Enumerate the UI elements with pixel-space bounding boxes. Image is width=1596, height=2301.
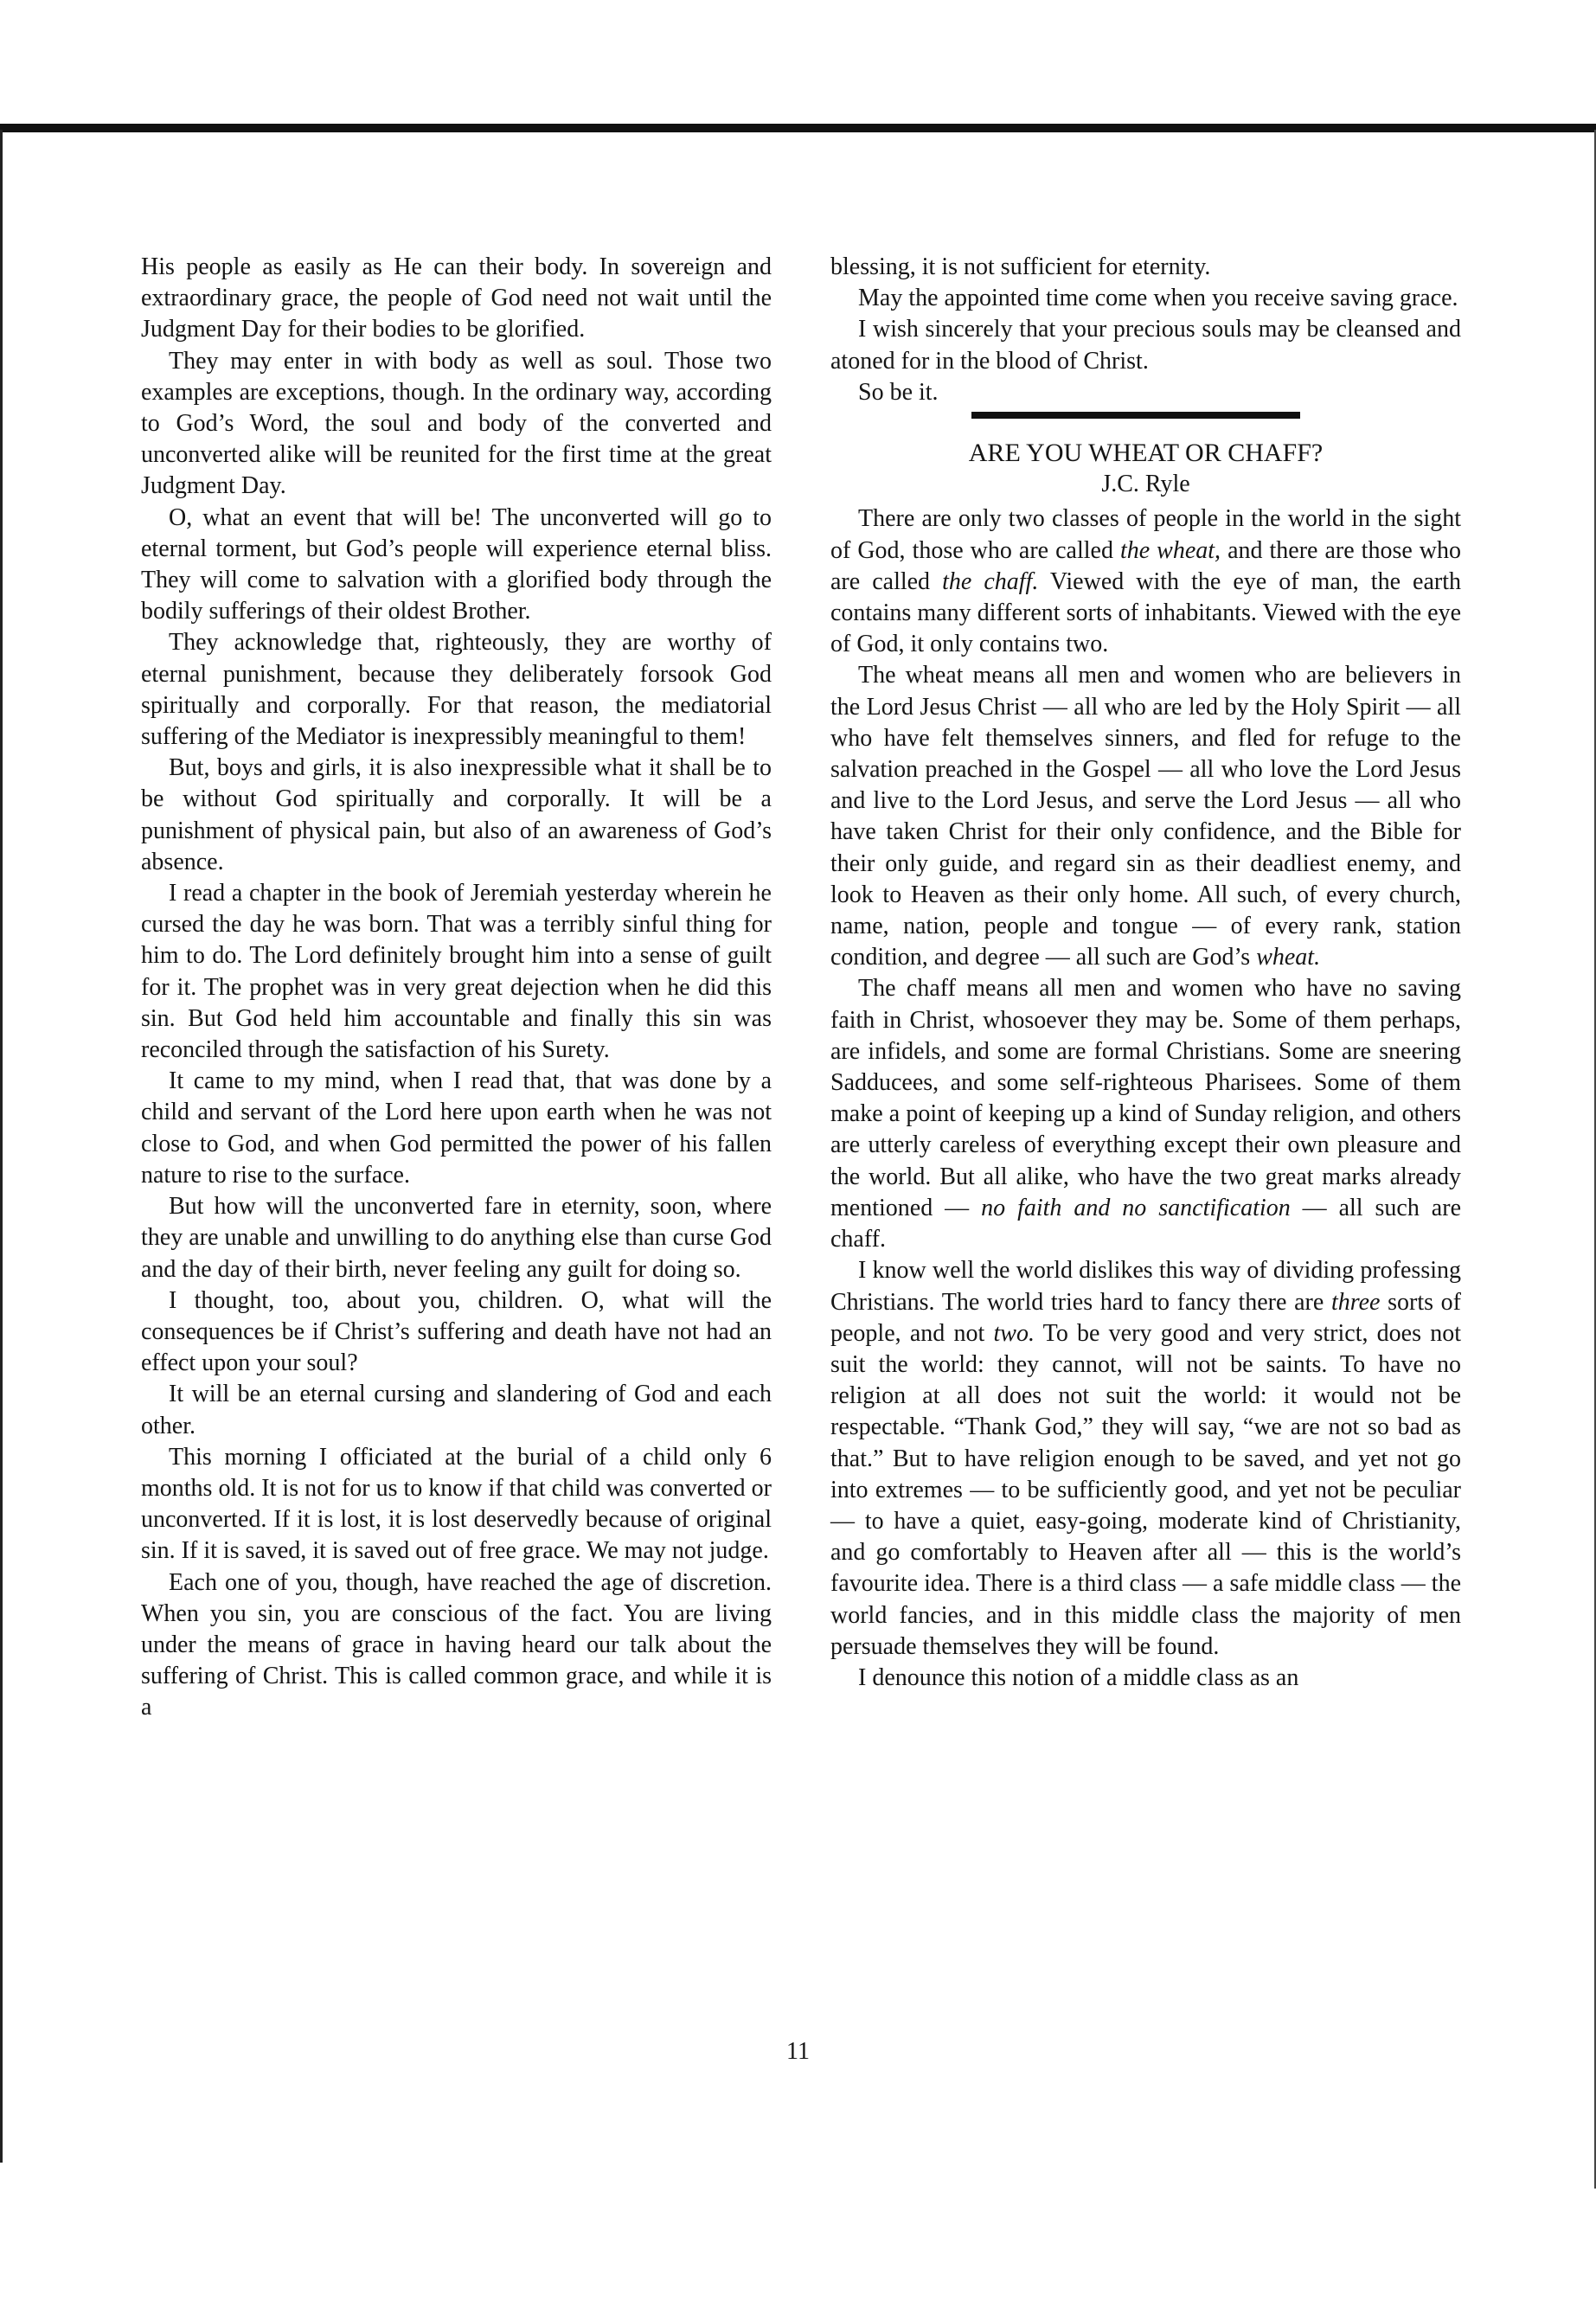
paragraph	[830, 973, 1461, 1255]
right-column	[830, 252, 1461, 1694]
text-run: There are only two classes of people in the world in the sight of God, those who are called	[830, 505, 1461, 564]
page-number: 11	[786, 2038, 810, 2065]
paragraph: I denounce this notion of a middle class as an	[858, 1663, 1299, 1691]
paragraph: It came to my mind, when I read that, that was done by a child and servant of the Lord here upon earth when he was not close to God, and when God permitted the power of his fallen nature to rise to the surface.	[141, 1067, 772, 1189]
article-title: ARE YOU WHEAT OR CHAFF?	[968, 439, 1324, 468]
paragraph: But how will the unconverted fare in eternity, soon, where they are unable and unwilling to do anything else than curse God and the day of their birth, never feeling any guilt for doing so.	[141, 1193, 772, 1283]
emphasis: no faith and no sanctification	[981, 1194, 1291, 1221]
paragraph: I read a chapter in the book of Jeremiah yesterday wherein he cursed the day he was born. That was a terribly sinful thing for him to do. The Lord definitely brought him into a sense of guilt for it. The prophet was in very great dejection when he did this sin. But God held him accountable and finally this sin was reconciled through the satisfaction of his Surety.	[141, 880, 772, 1064]
top-border-line	[0, 124, 1596, 132]
text-run: Viewed with the eye of man, the earth contains many different sorts of inhabitants. Viewed with the eye of God, it only contains two.	[830, 567, 1461, 658]
section-divider-rule	[971, 412, 1300, 419]
paragraph: They may enter in with body as well as soul. Those two examples are exceptions, though. In the ordinary way, according to God’s Word, the soul and body of the converted and unconverted alike will be reunited for the first time at the great Judgment Day.	[141, 347, 772, 500]
left-column	[141, 252, 772, 1724]
text-run: To be very good and very strict, does not suit the world: they cannot, will not be saints. To have no religion at all does not suit the world: it would not be respectable. “Thank God,” they will say, “we are not so bad as that.” But to have religion enough to be saved, and yet not go into extremes — to be sufficiently good, and yet not be peculiar — to have a quiet, easy-going, moderate kind of Christianity, and go comfortably to Heaven after all — this is the world’s favourite idea. There is a third class — a safe middle class — the world fancies, and in this middle class the majority of men persuade themselves they will be found.	[830, 1319, 1462, 1660]
paragraph: I wish sincerely that your precious souls may be cleansed and atoned for in the blood of Christ.	[830, 316, 1461, 375]
paragraph: O, what an event that will be! The unconverted will go to eternal torment, but God’s people will experience eternal bliss. They will come to salvation with a glorified body through the bodily sufferings of their oldest Brother.	[141, 503, 772, 625]
text-run: and there are those who are called	[830, 536, 1462, 595]
emphasis: two.	[993, 1319, 1035, 1347]
text-run: The wheat means all men and women who are believers in the Lord Jesus Christ — all who are led by the Holy Spirit — all who have felt themselves sinners, and fled for refuge to the salvation preached in the Gospel — all who love the Lord Jesus and live to the Lord Jesus, and serve the Lord Jesus — all who have taken Christ for their only confidence, and the Bible for their only guide, and regard sin as their deadliest enemy, and look to Heaven as their only home. All such, of every church, name, nation, people and tongue — of every rank, station condition, and degree — all such are God’s	[830, 662, 1461, 971]
paragraph: May the appointed time come when you receive saving grace.	[858, 285, 1458, 312]
text-run: The chaff means all men and women who have no saving faith in Christ, whosoever they may be. Some of them perhaps, are infidels, and some are formal Christians. Some are sneering Sadducees, and some self-righteous Pharisees. Some of them make a point of keeping up a kind of Sunday religion, and others are utterly careless of everything except their own pleasure and the world. But all alike, who have the two great marks already mentioned —	[830, 975, 1461, 1221]
left-edge-line	[0, 130, 3, 2163]
paragraph: His people as easily as He can their body. In sovereign and extraordinary grace, the people of God need not wait until the Judgment Day for their bodies to be glorified.	[141, 253, 772, 343]
paragraph: It will be an eternal cursing and slandering of God and each other.	[141, 1381, 772, 1439]
paragraph: They acknowledge that, righteously, they are worthy of eternal punishment, because they deliberately forsook God spiritually and corporally. For that reason, the mediatorial suffering of the Mediator is inexpressibly meaningful to them!	[141, 629, 772, 751]
text-run: sorts of people, and not	[830, 1288, 1461, 1347]
emphasis: three	[1330, 1288, 1381, 1316]
emphasis: wheat.	[1256, 944, 1321, 971]
paragraph	[830, 1255, 1461, 1663]
paragraph: Each one of you, though, have reached the age of discretion. When you sin, you are conscious of the fact. You are living under the means of grace in having heard our talk about the suffering of Christ. This is called common grace, and while it is a	[141, 1568, 772, 1721]
article-author: J.C. Ryle	[1101, 471, 1190, 498]
paragraph: I thought, too, about you, children. O, what will the consequences be if Christ’s suffering and death have not had an effect upon your soul?	[141, 1286, 772, 1377]
paragraph: So be it.	[858, 378, 939, 406]
paragraph: This morning I officiated at the burial of a child only 6 months old. It is not for us to know if that child was converted or unconverted. If it is lost, it is lost deservedly because of original sin. If it is saved, it is saved out of free grace. We may not judge.	[141, 1443, 772, 1565]
paragraph: But, boys and girls, it is also inexpressible what it shall be to be without God spiritually and corporally. It will be a punishment of physical pain, but also of an awareness of God’s absence.	[141, 754, 772, 875]
text-run: I know well the world dislikes this way of dividing professing Christians. The world tries hard to fancy there are	[830, 1257, 1461, 1316]
emphasis: the wheat,	[1119, 536, 1221, 564]
paragraph	[830, 503, 1461, 660]
text-run: — all such are chaff.	[830, 1194, 1461, 1253]
emphasis: the chaff.	[942, 567, 1039, 595]
paragraph: blessing, it is not sufficient for eternity.	[830, 253, 1211, 280]
paragraph	[830, 660, 1461, 973]
